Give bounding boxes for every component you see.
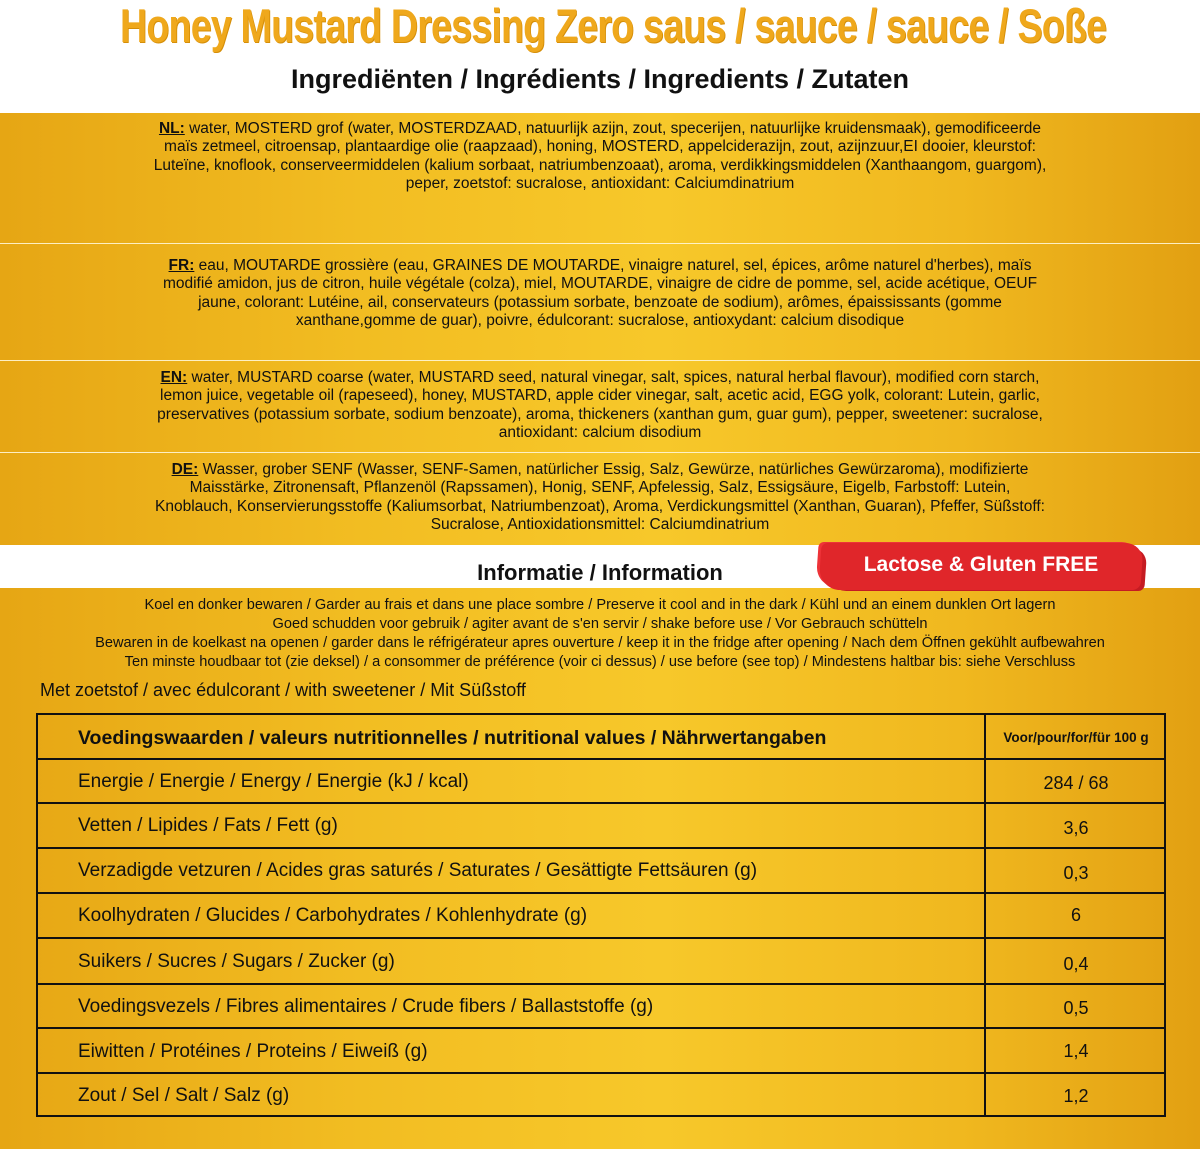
ingredients-text-de: Wasser, grober SENF (Wasser, SENF-Samen, natürlicher Essig, Salz, Gewürze, natürliches Gewürzaroma), modifizierte Maisstärke, Zitronensaft, Pflanzenöl (Rapssamen), Honig, SENF, Apfelessig, Salz, Essigsäure, Eigelb, Farbstoff: Lutein, Knoblauch, Konservierungsstoffe (Kaliumsorbat, Natriumbenzoat), Aroma, Verdickungsmittel (Xanthan, Guaran), Pfeffer, Süßstoff: Sucralose, Antioxidationsmittel: Calciumdinatrium — [155, 461, 1045, 534]
lang-code-nl: NL: — [158, 120, 185, 137]
ingredients-heading: Ingrediënten / Ingrédients / Ingredients / Zutaten — [290, 64, 910, 94]
nutrition-table — [36, 713, 1166, 1117]
nutrition-header-label: Voedingswaarden / valeurs nutritionnelles / nutritional values / Nährwertangaben — [78, 727, 827, 749]
nutrition-row-carbohydrates — [38, 894, 1164, 939]
nutrient-value: 6 — [1070, 905, 1081, 925]
product-title: Honey Mustard Dressing Zero saus / sauce / sauce / Soße — [120, 0, 1107, 52]
nutrient-label: Koolhydraten / Glucides / Carbohydrates / Kohlenhydrate (g) — [78, 905, 588, 926]
nutrient-value: 3,6 — [1063, 818, 1089, 838]
ingredients-nl — [0, 120, 1200, 194]
nutrient-label: Eiwitten / Protéines / Proteins / Eiweiß (g) — [78, 1041, 428, 1062]
nutrition-row-proteins — [38, 1029, 1164, 1074]
nutrition-row-saturates — [38, 849, 1164, 894]
nutrient-value: 0,5 — [1063, 998, 1089, 1018]
nutrient-label: Energie / Energie / Energy / Energie (kJ / kcal) — [78, 771, 469, 792]
ingredients-de — [0, 461, 1200, 535]
nutrient-label: Voedingsvezels / Fibres alimentaires / Crude fibers / Ballaststoffe (g) — [78, 996, 654, 1017]
lactose-gluten-free-badge: Lactose & Gluten FREE — [863, 553, 1099, 576]
ingredients-text-nl: water, MOSTERD grof (water, MOSTERDZAAD, natuurlijk azijn, zout, specerijen, natuurlijke kruidensmaak), gemodificeerde maïs zetmeel, citroensap, plantaardige olie (raapzaad), honing, MOSTERD, appelciderazijn, zout, azijnzuur,EI dooier, kleurstof: Luteïne, knoflook, conserveermiddelen (kalium sorbaat, natriumbenzoaat), aroma, verdikkingsmiddelen (Xanthaangom, guargom), peper, zoetstof: sucralose, antioxidant: Calciumdinatrium — [153, 120, 1047, 193]
divider — [0, 243, 1200, 244]
nutrition-header-row — [38, 715, 1164, 760]
nutrition-row-salt — [38, 1074, 1164, 1115]
info-line-shake: Goed schudden voor gebruik / agiter avant de s'en servir / shake before use / Vor Gebrauch schütteln — [272, 616, 928, 632]
nutrient-value: 284 / 68 — [1043, 773, 1109, 793]
info-heading: Informatie / Information — [477, 560, 723, 585]
nutrient-value: 0,4 — [1063, 954, 1089, 974]
info-line-best-before: Ten minste houdbaar tot (zie deksel) / a consommer de préférence (voir ci dessus) / use before (see top) / Mindestens haltbar bis: siehe Verschluss — [124, 654, 1076, 670]
ingredients-en — [0, 369, 1200, 443]
nutrient-value: 0,3 — [1063, 863, 1089, 883]
nutrition-row-fibers — [38, 985, 1164, 1029]
sweetener-note: Met zoetstof / avec édulcorant / with sweetener / Mit Süßstoff — [40, 680, 526, 700]
nutrition-header-value: Voor/pour/for/für 100 g — [1003, 730, 1149, 745]
ingredients-fr — [0, 257, 1200, 331]
info-line-storage: Koel en donker bewaren / Garder au frais et dans une place sombre / Preserve it cool and in the dark / Kühl und an einem dunklen Ort lagern — [144, 597, 1056, 613]
divider — [0, 452, 1200, 453]
nutrition-row-energy — [38, 760, 1164, 804]
ingredients-text-fr: eau, MOUTARDE grossière (eau, GRAINES DE MOUTARDE, vinaigre naturel, sel, épices, arôme naturel d'herbes), maïs modifié amidon, jus de citron, huile végétale (colza), miel, MOUTARDE, vinaigre de cidre de pomme, sel, acide acétique, OEUF jaune, colorant: Lutéine, ail, conservateurs (potassium sorbate, benzoate de sodium), arômes, épaississants (gomme xanthane,gomme de guar), poivre, édulcorant: sucralose, antioxydant: calcium disodique — [162, 257, 1038, 330]
lang-code-en: EN: — [160, 369, 188, 386]
nutrient-label: Zout / Sel / Salt / Salz (g) — [78, 1085, 290, 1106]
nutrition-row-sugars — [38, 939, 1164, 985]
lang-code-fr: FR: — [168, 257, 195, 274]
info-line-fridge: Bewaren in de koelkast na openen / garder dans le réfrigérateur apres ouverture / keep it in the fridge after opening / Nach dem Öffnen gekühlt aufbewahren — [95, 635, 1105, 651]
lang-code-de: DE: — [171, 461, 199, 478]
nutrient-label: Suikers / Sucres / Sugars / Zucker (g) — [78, 951, 395, 972]
nutrition-row-fat — [38, 804, 1164, 849]
nutrient-label: Vetten / Lipides / Fats / Fett (g) — [78, 815, 338, 836]
nutrient-value: 1,2 — [1063, 1086, 1089, 1106]
nutrient-value: 1,4 — [1063, 1041, 1089, 1061]
ingredients-text-en: water, MUSTARD coarse (water, MUSTARD seed, natural vinegar, salt, spices, natural herbal flavour), modified corn starch, lemon juice, vegetable oil (rapeseed), honey, MUSTARD, apple cider vinegar, salt, acetic acid, EGG yolk, colorant: Lutein, garlic, preservatives (potassium sorbate, sodium benzoate), aroma, thickeners (xanthan gum, guar gum), pepper, sweetener: sucralose, antioxidant: calcium disodium — [157, 369, 1043, 442]
nutrient-label: Verzadigde vetzuren / Acides gras saturés / Saturates / Gesättigte Fettsäuren (g) — [78, 860, 758, 881]
divider — [0, 360, 1200, 361]
